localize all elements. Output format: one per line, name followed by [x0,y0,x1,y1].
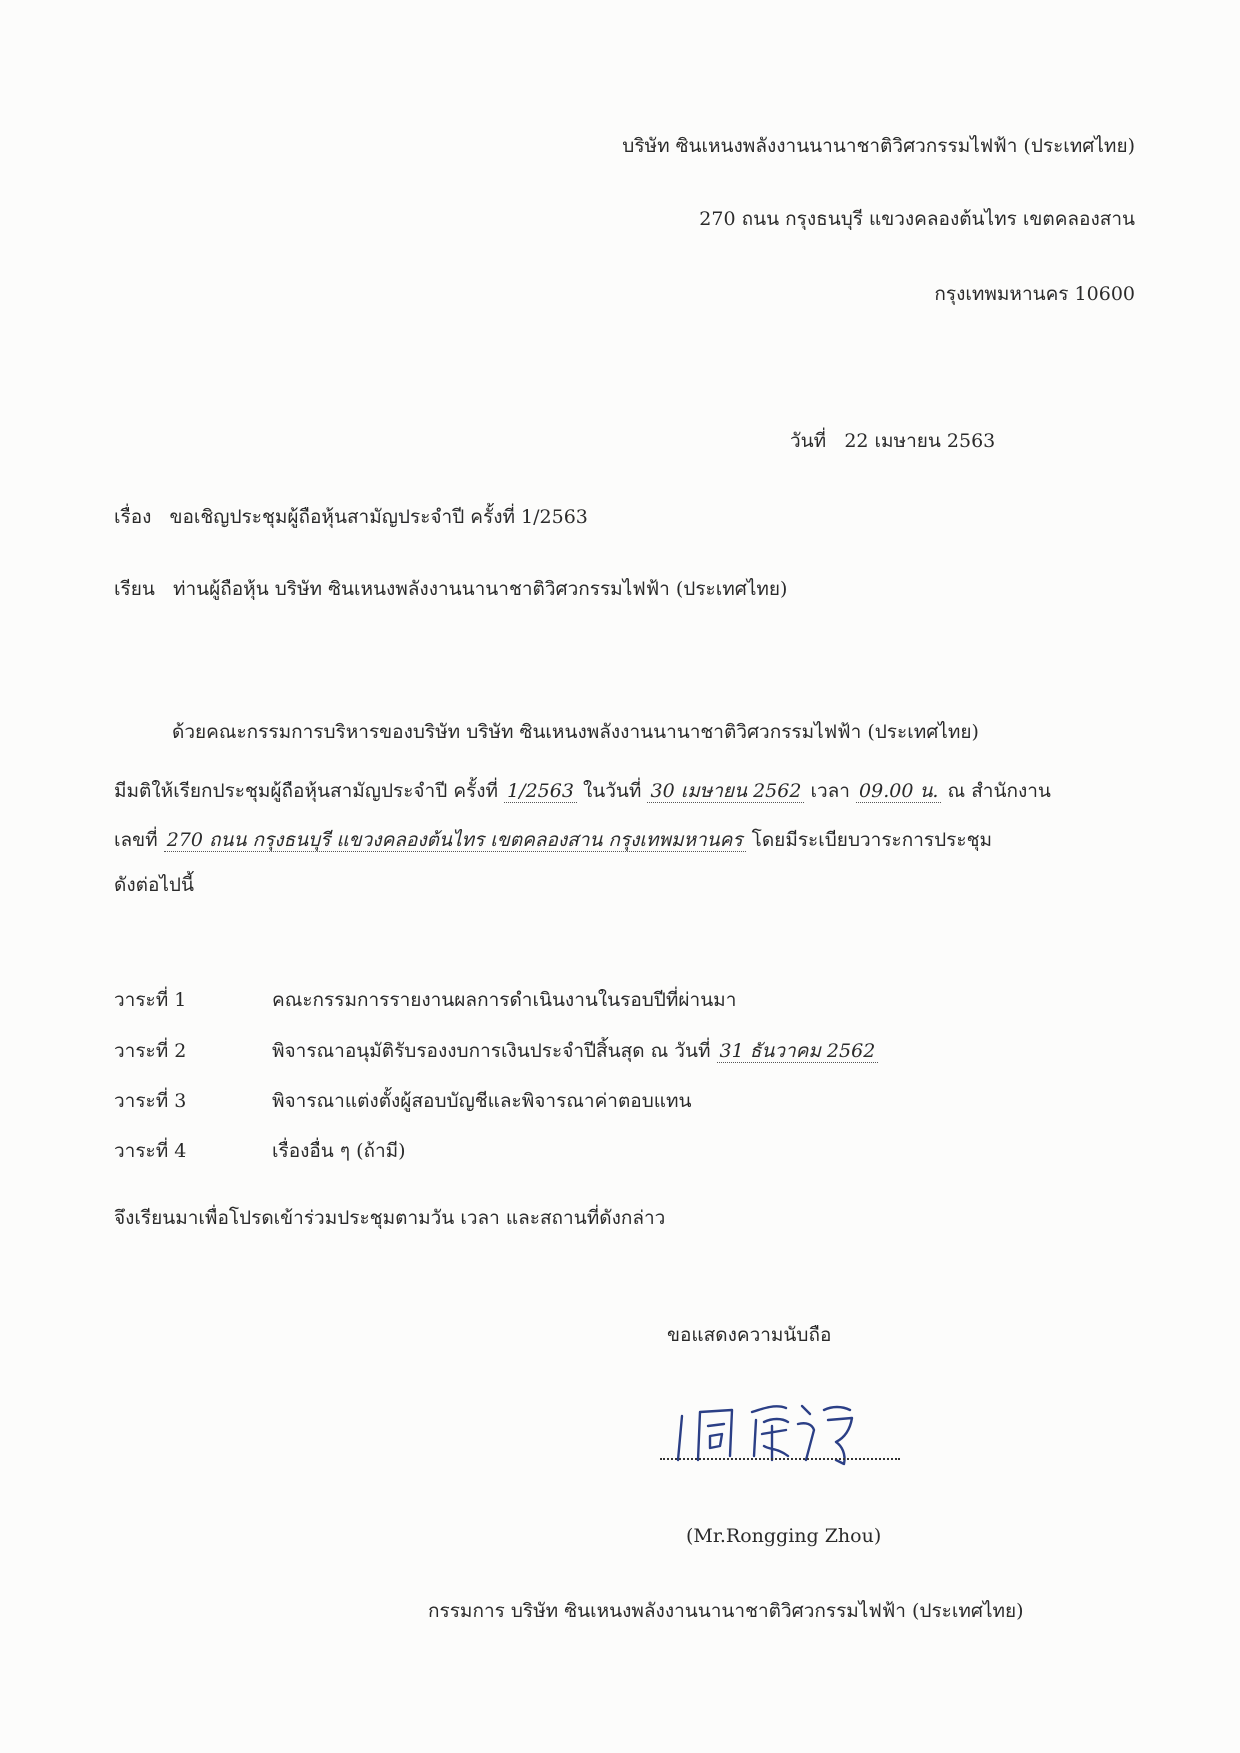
agenda-label: วาระที่ 2 [114,1040,187,1062]
body-line-2 [114,779,1051,803]
recipient-line [114,577,787,601]
body-text: โดยมีระเบียบวาระการประชุม [751,829,993,851]
agenda-text: พิจารณาแต่งตั้งผู้สอบบัญชีและพิจารณาค่าตอบแทน [272,1090,692,1112]
date-label: วันที่ [790,430,827,452]
date-value: 22 เมษายน 2563 [844,430,996,452]
body-text: มีมติให้เรียกประชุมผู้ถือหุ้นสามัญประจำปี ครั้งที่ [114,780,499,802]
agenda-label: วาระที่ 4 [114,1140,187,1162]
subject-label: เรื่อง [114,506,152,528]
meeting-number-field: 1/2563 [504,780,577,803]
body-text: ในวันที่ [582,780,642,802]
agenda-text: เรื่องอื่น ๆ (ถ้ามี) [272,1140,406,1162]
agenda-filled-date: 31 ธันวาคม 2562 [717,1040,879,1063]
closing-line: จึงเรียนมาเพื่อโปรดเข้าร่วมประชุมตามวัน เวลา และสถานที่ดังกล่าว [114,1207,666,1229]
meeting-place-field: 270 ถนน กรุงธนบุรี แขวงคลองต้นไทร เขตคลองสาน กรุงเทพมหานคร [164,829,746,852]
body-text: ณ สำนักงาน [947,780,1051,802]
date-line [790,429,995,453]
regards-line: ขอแสดงความนับถือ [667,1324,832,1346]
subject-line [114,505,588,529]
meeting-time-field: 09.00 น. [856,780,941,803]
body-text: เลขที่ [114,829,158,851]
agenda-label: วาระที่ 3 [114,1090,187,1112]
meeting-date-field: 30 เมษายน 2562 [647,780,804,803]
agenda-label: วาระที่ 1 [114,989,187,1011]
agenda-text-wrap [272,1036,878,1066]
company-name: บริษัท ซินเหนงพลังงานนานาชาติวิศวกรรมไฟฟ้า (ประเทศไทย) [622,135,1135,157]
agenda-text: พิจารณาอนุมัติรับรองงบการเงินประจำปีสิ้นสุด ณ วันที่ [272,1040,711,1062]
signatory-name: (Mr.Rongging Zhou) [686,1525,882,1547]
company-address-line2: กรุงเทพมหานคร 10600 [934,283,1135,305]
company-address-line1: 270 ถนน กรุงธนบุรี แขวงคลองต้นไทร เขตคลองสาน [699,208,1135,230]
recipient-text: ท่านผู้ถือหุ้น บริษัท ซินเหนงพลังงานนานาชาติวิศวกรรมไฟฟ้า (ประเทศไทย) [172,578,788,600]
body-line-4: ดังต่อไปนี้ [114,874,194,896]
agenda-text: คณะกรรมการรายงานผลการดำเนินงานในรอบปีที่ผ่านมา [272,989,737,1011]
signature-line [660,1458,900,1460]
body-line-3 [114,828,992,852]
body-line-1: ด้วยคณะกรรมการบริหารของบริษัท บริษัท ซินเหนงพลังงานนานาชาติวิศวกรรมไฟฟ้า (ประเทศไทย) [172,721,979,743]
signatory-title: กรรมการ บริษัท ซินเหนงพลังงานนานาชาติวิศวกรรมไฟฟ้า (ประเทศไทย) [428,1600,1024,1622]
recipient-label: เรียน [114,578,155,600]
subject-text: ขอเชิญประชุมผู้ถือหุ้นสามัญประจำปี ครั้งที่ 1/2563 [169,506,588,528]
body-text: เวลา [810,780,850,802]
